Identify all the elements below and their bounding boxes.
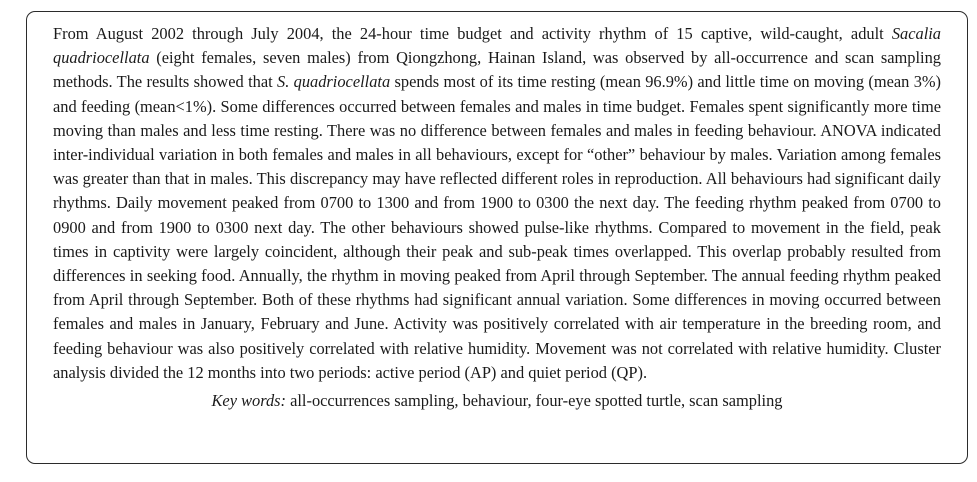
species-name-full: Sacalia quadriocellata [53, 24, 941, 68]
abstract-text-part-2: (eight females, seven males) from Qiongzhong, Hainan Island, was observed by all-occurrence and scan sampling methods. The results showed that [53, 48, 941, 92]
abstract-paragraph [53, 22, 941, 385]
abstract-text-part-3: spends most of its time resting (mean 96.9%) and little time on moving (mean 3%) and feeding (mean<1%). Some differences occurred between females and males in time budget. Females spent significantly more time moving than males and less time resting. There was no difference between females and males in feeding behaviour. ANOVA indicated inter-individual variation in both females and males in all behaviours, except for “other” behaviour by males. Variation among females was greater than that in males. This discrepancy may have reflected different roles in reproduction. All behaviours had significant daily rhythms. Daily movement peaked from 0700 to 1300 and from 1900 to 0300 the next day. The feeding rhythm peaked from 0700 to 0900 and from 1900 to 0300 next day. The other behaviours showed pulse-like rhythms. Compared to movement in the field, peak times in captivity were largely coincident, although their peak and sub-peak times overlapped. This overlap probably resulted from differences in seeking food. Annually, the rhythm in moving peaked from April through September. The annual feeding rhythm peaked from April through September. Both of these rhythms had significant annual variation. Some differences in moving occurred between females and males in January, February and June. Activity was positively correlated with air temperature in the breeding room, and feeding behaviour was also positively correlated with relative humidity. Movement was not correlated with relative humidity. Cluster analysis divided the 12 months into two periods: active period (AP) and quiet period (QP). [53, 72, 942, 382]
abstract-text-part-1: From August 2002 through July 2004, the 24-hour time budget and activity rhythm of 15 captive, wild-caught, adult [53, 24, 892, 43]
abstract-box [26, 11, 968, 464]
keywords-label: Key words: [211, 391, 286, 411]
keywords-text: all-occurrences sampling, behaviour, four-eye spotted turtle, scan sampling [286, 391, 783, 411]
species-name-abbrev: S. quadriocellata [277, 72, 391, 92]
keywords-line [53, 389, 941, 413]
